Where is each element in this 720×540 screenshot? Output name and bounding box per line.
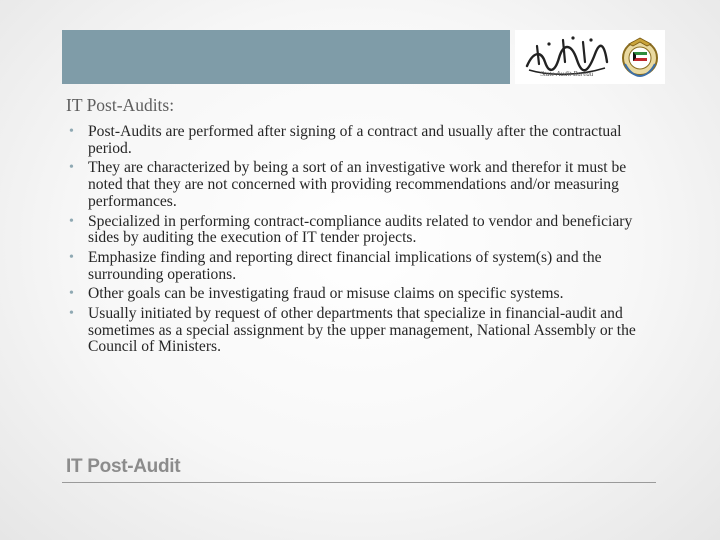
bullet-text: They are characterized by being a sort of an investigative work and therefor it must be noted that they are not concerned with providing recommendations and/or measuring performances. [88, 159, 627, 210]
emblem-icon [617, 34, 663, 80]
list-item [66, 124, 656, 157]
bullet-text: Specialized in performing contract-compliance audits related to vendor and beneficiary sides by auditing the execution of IT tender projects. [88, 212, 633, 247]
list-item [66, 286, 656, 303]
bullet-text: Usually initiated by request of other departments that specialize in financial-audit and sometimes as a special assignment by the upper management, National Assembly or the Council of Ministers. [88, 305, 636, 356]
bullet-icon: • [69, 160, 74, 176]
bullet-icon: • [69, 249, 74, 265]
list-item [66, 306, 656, 356]
logo-caption: State Audit Bureau [540, 70, 594, 78]
header-bar [62, 30, 510, 84]
bullet-icon: • [69, 306, 74, 322]
bullet-icon: • [69, 213, 74, 229]
bullet-list [66, 124, 656, 359]
bullet-icon: • [69, 286, 74, 302]
slide-title: IT Post-Audits: [66, 95, 175, 115]
footer-divider [62, 482, 656, 483]
bullet-text: Post-Audits are performed after signing of a contract and usually after the contractual period. [88, 123, 622, 157]
bullet-icon: • [69, 124, 74, 139]
state-audit-bureau-logo [515, 30, 665, 84]
list-item [66, 250, 656, 283]
footer-title: IT Post-Audit [66, 456, 181, 477]
bullet-text: Other goals can be investigating fraud or misuse claims on specific systems. [88, 285, 564, 303]
list-item [66, 214, 656, 247]
list-item [66, 160, 656, 210]
bullet-text: Emphasize finding and reporting direct financial implications of system(s) and the surrounding operations. [88, 248, 602, 283]
